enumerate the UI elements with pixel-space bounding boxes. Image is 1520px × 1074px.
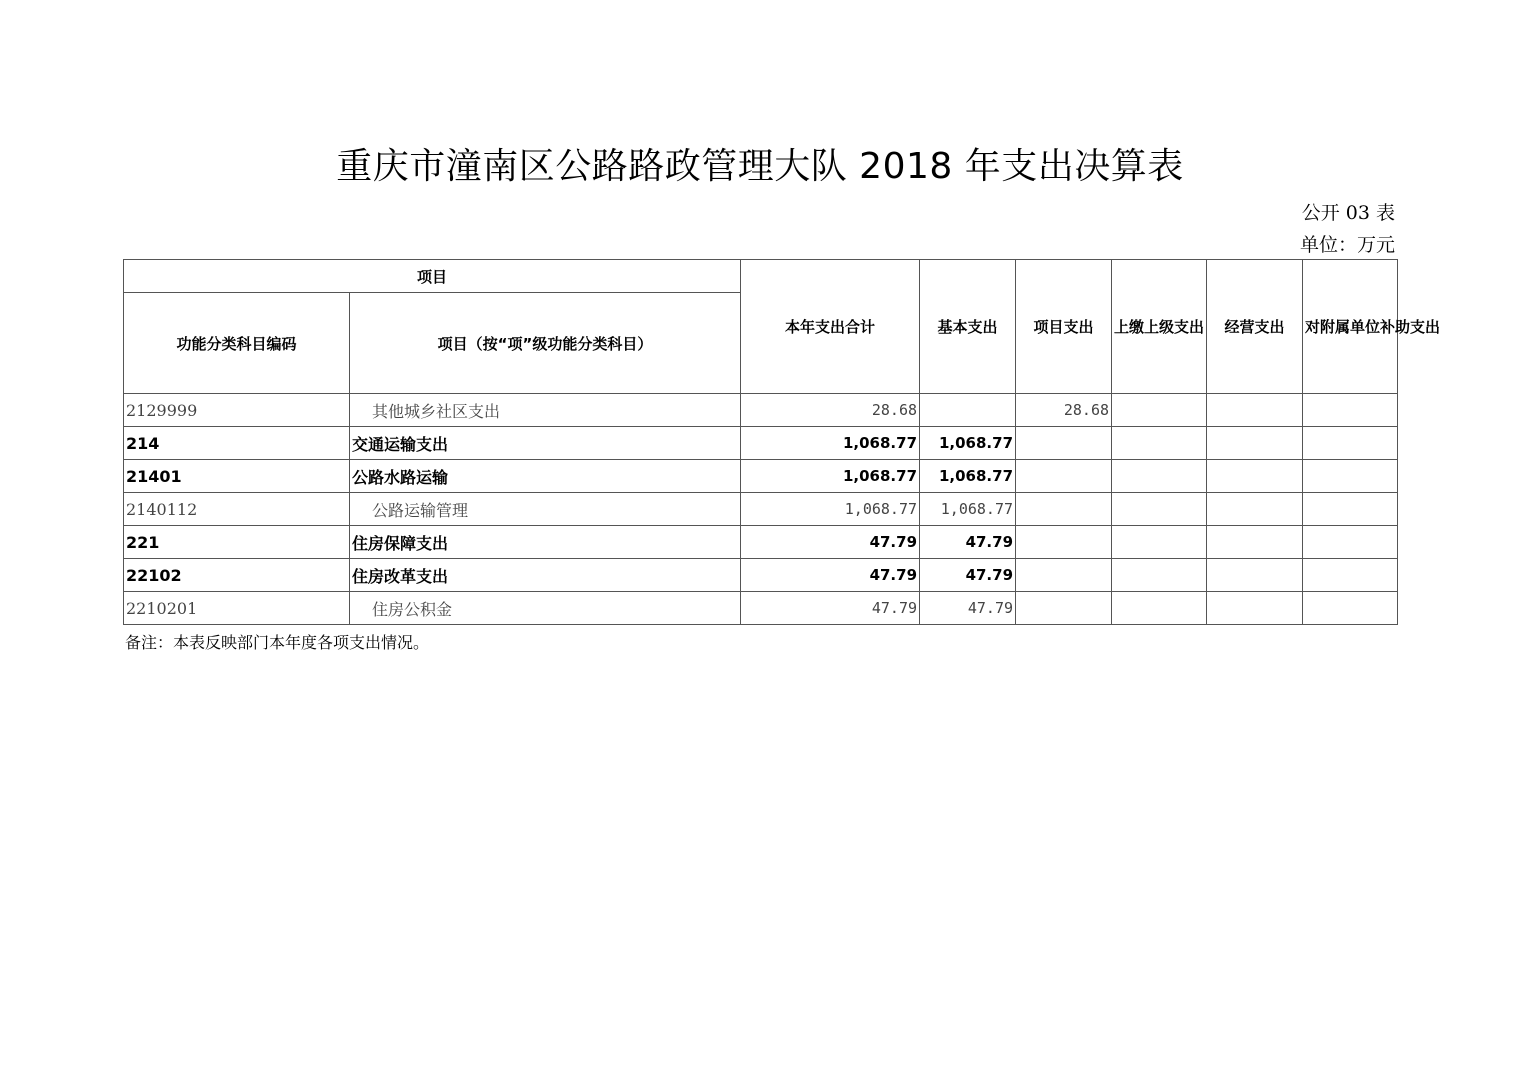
upper-cell [1112,592,1207,625]
project-cell: 28.68 [1016,394,1112,427]
subsidy-cell [1303,493,1398,526]
name-cell: 公路运输管理 [350,493,741,526]
table-note: 备注：本表反映部门本年度各项支出情况。 [125,633,430,652]
name-cell: 公路水路运输 [350,460,741,493]
page-title: 重庆市潼南区公路路政管理大队 2018 年支出决算表 [336,146,1184,187]
basic-cell: 1,068.77 [920,493,1016,526]
table-row [124,427,1398,460]
table-row [124,394,1398,427]
header-project-item: 项目（按“项”级功能分类科目） [350,293,741,394]
project-cell [1016,493,1112,526]
form-number: 公开 03 表 [1301,202,1395,224]
business-cell [1207,427,1303,460]
name-cell: 交通运输支出 [350,427,741,460]
header-code: 功能分类科目编码 [124,293,350,394]
upper-cell [1112,559,1207,592]
name-cell: 其他城乡社区支出 [350,394,741,427]
upper-cell [1112,460,1207,493]
total-cell: 1,068.77 [741,427,920,460]
total-cell: 47.79 [741,559,920,592]
code-cell: 214 [124,427,350,460]
total-cell: 28.68 [741,394,920,427]
basic-cell [920,394,1016,427]
upper-cell [1112,526,1207,559]
business-cell [1207,493,1303,526]
subsidy-cell [1303,559,1398,592]
code-cell: 2210201 [124,592,350,625]
basic-cell: 47.79 [920,559,1016,592]
name-cell: 住房公积金 [350,592,741,625]
subsidy-cell [1303,526,1398,559]
project-cell [1016,460,1112,493]
project-cell [1016,559,1112,592]
header-business: 经营支出 [1207,260,1303,394]
header-project: 项目 [124,260,741,293]
project-cell [1016,592,1112,625]
total-cell: 47.79 [741,592,920,625]
table-row [124,493,1398,526]
table-row [124,559,1398,592]
business-cell [1207,526,1303,559]
header-subsidy: 对附属单位补助支出 [1303,260,1398,394]
total-cell: 1,068.77 [741,493,920,526]
upper-cell [1112,493,1207,526]
upper-cell [1112,427,1207,460]
basic-cell: 1,068.77 [920,460,1016,493]
code-cell: 2140112 [124,493,350,526]
subsidy-cell [1303,592,1398,625]
header-project-expenditure: 项目支出 [1016,260,1112,394]
code-cell: 21401 [124,460,350,493]
basic-cell: 1,068.77 [920,427,1016,460]
business-cell [1207,394,1303,427]
basic-cell: 47.79 [920,592,1016,625]
name-cell: 住房保障支出 [350,526,741,559]
upper-cell [1112,394,1207,427]
name-cell: 住房改革支出 [350,559,741,592]
total-cell: 47.79 [741,526,920,559]
table-row [124,526,1398,559]
code-cell: 22102 [124,559,350,592]
subsidy-cell [1303,460,1398,493]
table-row [124,592,1398,625]
header-basic: 基本支出 [920,260,1016,394]
project-cell [1016,427,1112,460]
header-upper-level: 上缴上级支出 [1112,260,1207,394]
subsidy-cell [1303,427,1398,460]
business-cell [1207,460,1303,493]
basic-cell: 47.79 [920,526,1016,559]
code-cell: 2129999 [124,394,350,427]
header-total: 本年支出合计 [741,260,920,394]
unit-label: 单位：万元 [1299,234,1395,256]
business-cell [1207,559,1303,592]
expenditure-table [123,259,1441,625]
total-cell: 1,068.77 [741,460,920,493]
business-cell [1207,592,1303,625]
table-row [124,460,1398,493]
subsidy-cell [1303,394,1398,427]
code-cell: 221 [124,526,350,559]
project-cell [1016,526,1112,559]
